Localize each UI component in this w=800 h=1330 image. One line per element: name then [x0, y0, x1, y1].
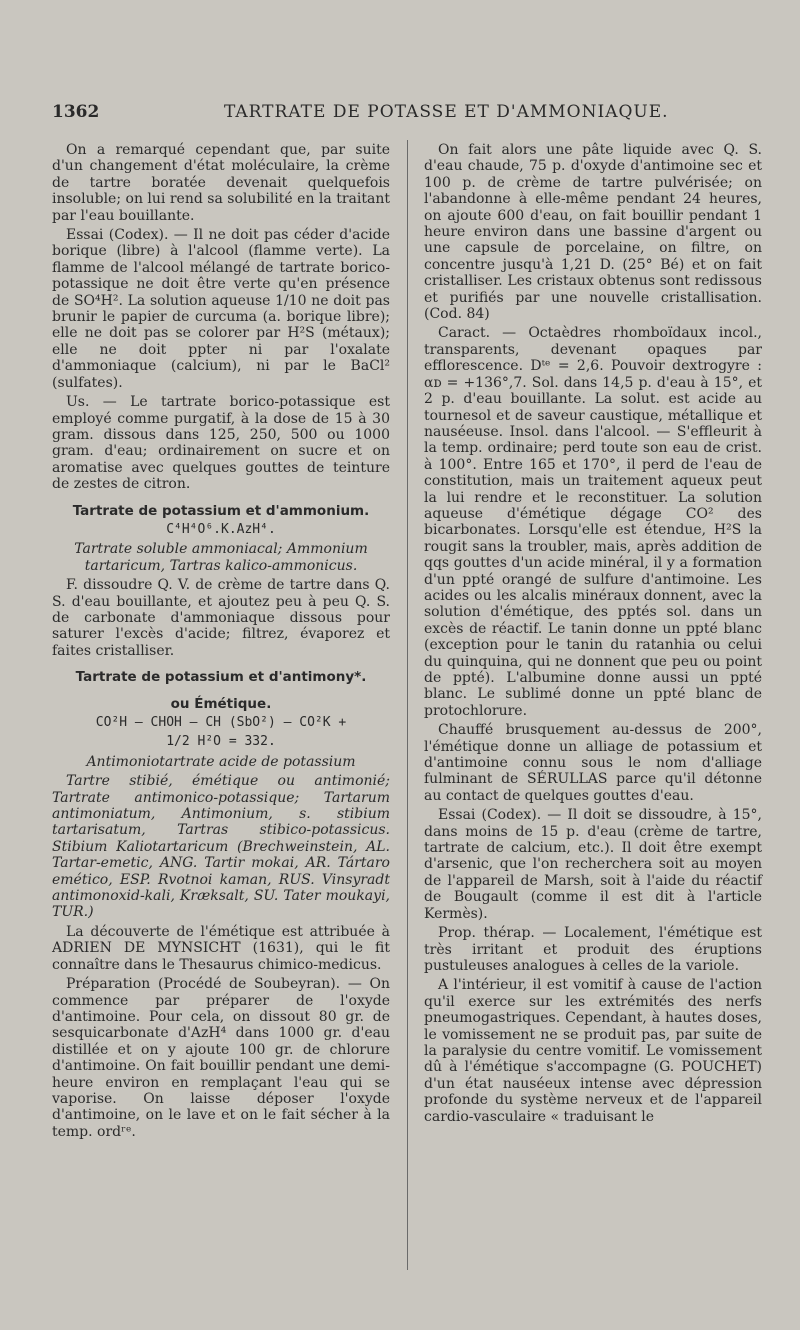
page-header: [52, 102, 752, 126]
page-number: 1362: [52, 102, 100, 122]
column-divider: [407, 140, 408, 1270]
section-heading: Tartrate de potassium et d'ammonium.: [72, 502, 370, 519]
paragraph: Essai (Codex). — Il ne doit pas céder d'acide borique (libre) à l'alcool (flamme verte). La flamme de l'alcool mélangé de tartrate borico-potassique ne doit être verte qu'en présence de SO⁴H². La solution aqueuse 1/10 ne doit pas brunir le papier de curcuma (a. borique libre); elle ne doit pas se colorer par H²S (métaux); elle ne doit ppter ni par l'oxalate d'ammoniaque (calcium), ni par le BaCl² (sulfates).: [52, 227, 390, 391]
section-heading: Tartrate de potassium et d'antimony*.: [75, 669, 367, 686]
right-column: [424, 142, 762, 1128]
formula-line: C⁴H⁴O⁶.K.AzH⁴.: [166, 521, 276, 537]
paragraph: Essai (Codex). — Il doit se dissoudre, à 15°, dans moins de 15 p. d'eau (crème de tartre, tartrate de calcium, etc.). Il doit être exempt d'arsenic, que l'on recherchera soit au moyen de l'appareil de Marsh, soit à l'aide du réactif de Bougault (comme il est dit à l'article Kermès).: [424, 807, 762, 922]
paragraph: On fait alors une pâte liquide avec Q. S. d'eau chaude, 75 p. d'oxyde d'antimoine sec et 100 p. de crème de tartre pulvérisée; on l'abandonne à elle-même pendant 24 heures, on ajoute 600 d'eau, on fait bouillir pendant 1 heure environ dans une bassine d'argent ou une capsule de porcelaine, on filtre, on concentre jusqu'à 1,21 D. (25° Bé) et on fait cristalliser. Les cristaux obtenus sont redissous et purifiés par une nouvelle cristallisation. (Cod. 84): [424, 142, 762, 323]
paragraph: Antimoniotartrate acide de potassium: [86, 753, 356, 770]
paragraph: Prop. thérap. — Localement, l'émétique est très irritant et produit des éruptions pustuleuses analogues à celles de la variole.: [424, 925, 762, 974]
paragraph: On a remarqué cependant que, par suite d'un changement d'état moléculaire, la crème de tartre boratée devenait quelquefois insoluble; on lui rend sa solubilité en la traitant par l'eau bouillante.: [52, 142, 390, 224]
formula-line: CO²H — CHOH — CH (SbO²) — CO²K +: [95, 715, 347, 730]
left-column: [52, 142, 390, 1143]
paragraph: Tartre stibié, émétique ou antimonié; Tartrate antimonico-potassique; Tartarum antimoniatum, Antimonium, s. stibium tartarisatum, Tartras stibico-potassicus. Stibium Kaliotartaricum (Brechweinstein, AL. Tartar-emetic, ANG. Tartir mokai, AR. Tártaro emético, ESP. Rvotnoi kaman, RUS. Vinsyradt antimonoxid-kali, Kræksalt, SU. Tater moukayi, TUR.): [52, 773, 390, 921]
paragraph: Caract. — Octaèdres rhomboïdaux incol., transparents, devenant opaques par efflorescence. Dᵗᵉ = 2,6. Pouvoir dextrogyre : αᴅ = +136°,7. Sol. dans 14,5 p. d'eau à 15°, et 2 p. d'eau bouillante. La solut. est acide au tournesol et de saveur caustique, métallique et nauséeuse. Insol. dans l'alcool. — S'effleurit à la temp. ordinaire; perd toute son eau de crist. à 100°. Entre 165 et 170°, il perd de l'eau de constitution, mais un traitement aqueux peut la lui rendre et le reconstituer. La solution aqueuse d'émétique dégage CO² des bicarbonates. Lorsqu'elle est étendue, H²S la rougit sans la troubler, mais, après addition de qqs gouttes d'un acide minéral, il y a formation d'un ppté orangé de sulfure d'antimoine. Les acides ou les alcalis minéraux donnent, avec la solution d'émétique, des pptés sol. dans un excès de réactif. Le tanin donne un ppté blanc (exception pour le tanin du ratanhia ou celui du quinquina, qui ne donnent que peu ou point de ppté). L'albumine donne aussi un ppté blanc. Le sublimé donne un ppté blanc de protochlorure.: [424, 325, 762, 719]
paragraph: Chauffé brusquement au-dessus de 200°, l'émétique donne un alliage de potassium et d'antimoine connu sous le nom d'alliage fulminant de SÉRULLAS parce qu'il détonne au contact de quelques gouttes d'eau.: [424, 722, 762, 804]
paragraph: F. dissoudre Q. V. de crème de tartre dans Q. S. d'eau bouillante, et ajoutez peu à peu Q. S. de carbonate d'ammoniaque dissous pour saturer l'excès d'acide; filtrez, évaporez et faites cristalliser.: [52, 577, 390, 659]
section-heading: ou Émétique.: [170, 695, 272, 712]
paragraph: Us. — Le tartrate borico-potassique est employé comme purgatif, à la dose de 15 à 30 gram. dissous dans 125, 250, 500 ou 1000 gram. d'eau; ordinairement on sucre et on aromatise avec quelques gouttes de teinture de zestes de citron.: [52, 394, 390, 493]
paragraph: A l'intérieur, il est vomitif à cause de l'action qu'il exerce sur les extrémités des nerfs pneumogastriques. Cependant, à hautes doses, le vomissement ne se produit pas, par suite de la paralysie du centre vomitif. Le vomissement dû à l'émétique s'accompagne (G. POUCHET) d'un état nauséeux intense avec dépression profonde du système nerveux et de l'appareil cardio-vasculaire « traduisant le: [424, 977, 762, 1125]
paragraph: Préparation (Procédé de Soubeyran). — On commence par préparer de l'oxyde d'antimoine. Pour cela, on dissout 80 gr. de sesquicarbonate d'AzH⁴ dans 1000 gr. d'eau distillée et on y ajoute 100 gr. de chlorure d'antimoine. On fait bouillir pendant une demi-heure environ en remplaçant l'eau qui se vaporise. On laisse déposer l'oxyde d'antimoine, on le lave et on le fait sécher à la temp. ordʳᵉ.: [52, 976, 390, 1140]
formula-line: 1/2 H²O = 332.: [166, 734, 276, 750]
paragraph: Tartrate soluble ammoniacal; Ammonium tartaricum, Tartras kalico-ammonicus.: [74, 541, 368, 574]
running-title: TARTRATE DE POTASSE ET D'AMMONIAQUE.: [224, 102, 669, 122]
paragraph: La découverte de l'émétique est attribuée à ADRIEN DE MYNSICHT (1631), qui le fit connaître dans le Thesaurus chimico-medicus.: [52, 923, 390, 973]
